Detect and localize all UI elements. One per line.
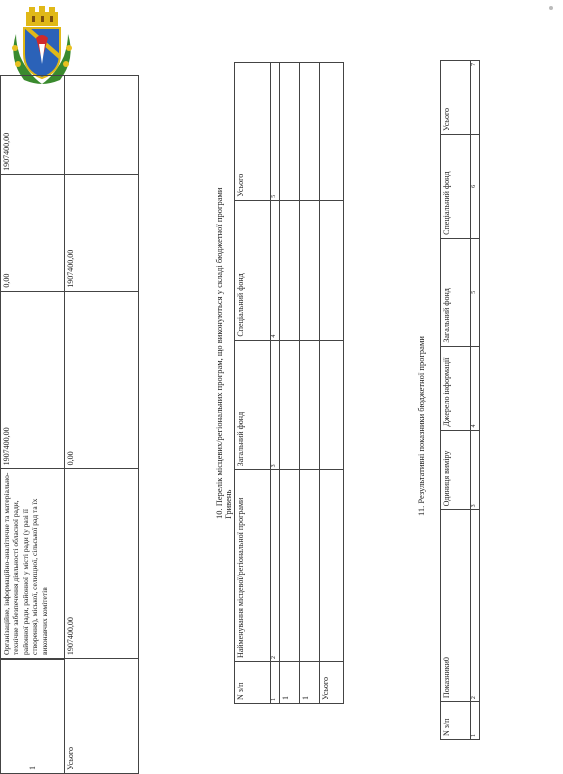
table-row — [471, 61, 480, 740]
local-programs-table — [234, 62, 344, 704]
table-row — [271, 63, 280, 704]
program-general: 1907400,00 — [1, 291, 65, 469]
empty-cell — [280, 63, 300, 201]
total-general: 1907400,00 — [65, 469, 139, 659]
col-number: 6 — [471, 134, 480, 238]
col-number: 3 — [271, 340, 280, 470]
program-number: 1 — [1, 660, 65, 774]
table-row — [65, 76, 139, 774]
col-number: 5 — [271, 63, 280, 201]
section-11-title: 11. Результативні показники бюджетної програми — [416, 336, 426, 516]
empty-cell — [320, 340, 344, 470]
col-header-indicators: Показники0 — [441, 510, 471, 702]
col-header-total: Усього — [441, 61, 471, 135]
table-row — [320, 63, 344, 704]
col-header-total: Усього — [235, 63, 271, 201]
empty-cell — [300, 340, 320, 470]
empty-cell — [320, 63, 344, 201]
total-row-label: Усього — [320, 662, 344, 704]
col-header-general-fund: Загальний фонд — [235, 340, 271, 470]
col-header-special-fund: Спеціальний фонд — [441, 134, 471, 238]
col-number: 2 — [471, 510, 480, 702]
col-number: 7 — [471, 61, 480, 135]
col-header-unit: Одиниця виміру — [441, 430, 471, 510]
table-row — [235, 63, 271, 704]
total-row-label: Усього — [65, 659, 139, 774]
program-special: 0,00 — [1, 174, 65, 291]
col-header-special-fund: Спеціальний фонд — [235, 200, 271, 340]
section-10-title: 10. Перелік місцевих/регіональних програм, що виконуються у складі бюджетної програми — [214, 187, 224, 519]
empty-cell — [280, 200, 300, 340]
col-header-general-fund: Загальний фонд — [441, 238, 471, 346]
empty-cell — [65, 76, 139, 175]
empty-cell — [320, 200, 344, 340]
program-total: 1907400,00 — [1, 76, 65, 175]
col-number: 2 — [271, 470, 280, 662]
total-special: 0,00 — [65, 291, 139, 469]
empty-cell — [320, 470, 344, 662]
empty-cell — [280, 340, 300, 470]
col-number: 4 — [271, 200, 280, 340]
performance-indicators-table — [440, 60, 480, 740]
table-row — [280, 63, 300, 704]
col-number: 5 — [471, 238, 480, 346]
empty-cell — [300, 63, 320, 201]
empty-cell — [280, 470, 300, 662]
row-number: 1 — [280, 662, 300, 704]
col-number: 4 — [471, 346, 480, 430]
col-header-number: N з/п — [235, 662, 271, 704]
col-header-number: N з/п — [441, 702, 471, 740]
row-number: 1 — [300, 662, 320, 704]
col-header-source: Джерело інформації — [441, 346, 471, 430]
col-number: 1 — [471, 702, 480, 740]
col-number: 1 — [271, 662, 280, 704]
table-row — [300, 63, 320, 704]
empty-cell — [300, 470, 320, 662]
table-row — [441, 61, 471, 740]
budget-total-table — [64, 75, 139, 774]
section-10-unit: Гривень — [223, 489, 233, 519]
total-sum: 1907400,00 — [65, 174, 139, 291]
empty-cell — [300, 200, 320, 340]
col-number: 3 — [471, 430, 480, 510]
program-name: Організаційне, інформаційно-аналітичне та матеріально-технічне забезпечення діяльності обласної ради, районної ради, районної у місті ради (у разі її створення), міської, селищної, сільської рад та їх виконавчих комітетів — [1, 469, 65, 659]
col-header-program-name: Найменування місцевої/регіональної програми — [235, 470, 271, 662]
